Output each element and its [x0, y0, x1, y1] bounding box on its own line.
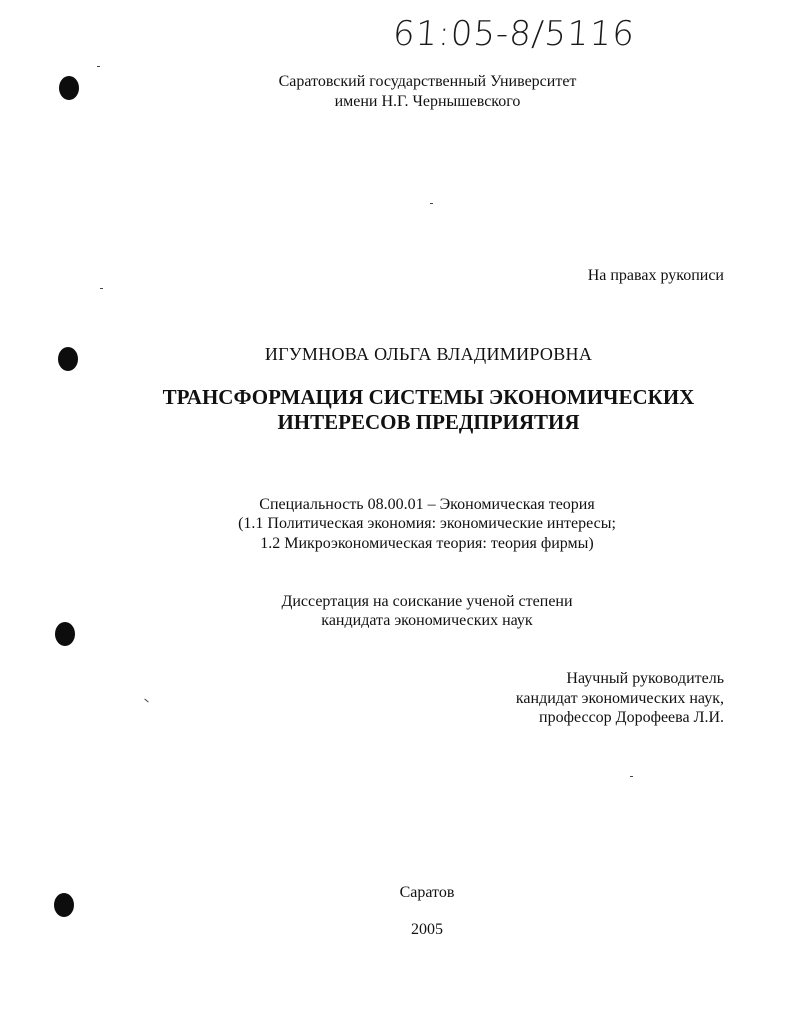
author-name: ИГУМНОВА ОЛЬГА ВЛАДИМИРОВНА	[264, 344, 593, 364]
rights-note: На правах рукописи	[587, 267, 724, 284]
scan-speck	[430, 203, 433, 204]
supervisor-degree: кандидат экономических наук,	[515, 690, 724, 707]
handwritten-archive-code: 61:05-8/5116	[391, 14, 637, 54]
university-name-line2: имени Н.Г. Чернышевского	[334, 93, 521, 110]
specialty-line2: (1.1 Политическая экономия: экономические интересы;	[238, 515, 616, 532]
supervisor-label: Научный руководитель	[566, 670, 724, 687]
specialty-line3: 1.2 Микроэкономическая теория: теория фирмы)	[260, 535, 594, 552]
scan-speck	[100, 288, 103, 289]
scan-speck	[144, 699, 148, 703]
scan-speck	[97, 66, 100, 67]
specialty-line1: Специальность 08.00.01 – Экономическая теория	[259, 496, 595, 513]
scan-speck	[630, 776, 633, 777]
city: Саратов	[399, 884, 455, 901]
year: 2005	[411, 921, 443, 938]
university-name-line1: Саратовский государственный Университет	[278, 73, 577, 90]
dissertation-title-line2: ИНТЕРЕСОВ ПРЕДПРИЯТИЯ	[277, 410, 580, 434]
supervisor-name: профессор Дорофеева Л.И.	[539, 709, 724, 726]
degree-line2: кандидата экономических наук	[321, 612, 533, 629]
degree-line1: Диссертация на соискание ученой степени	[281, 593, 573, 610]
dissertation-title-line1: ТРАНСФОРМАЦИЯ СИСТЕМЫ ЭКОНОМИЧЕСКИХ	[162, 385, 695, 409]
